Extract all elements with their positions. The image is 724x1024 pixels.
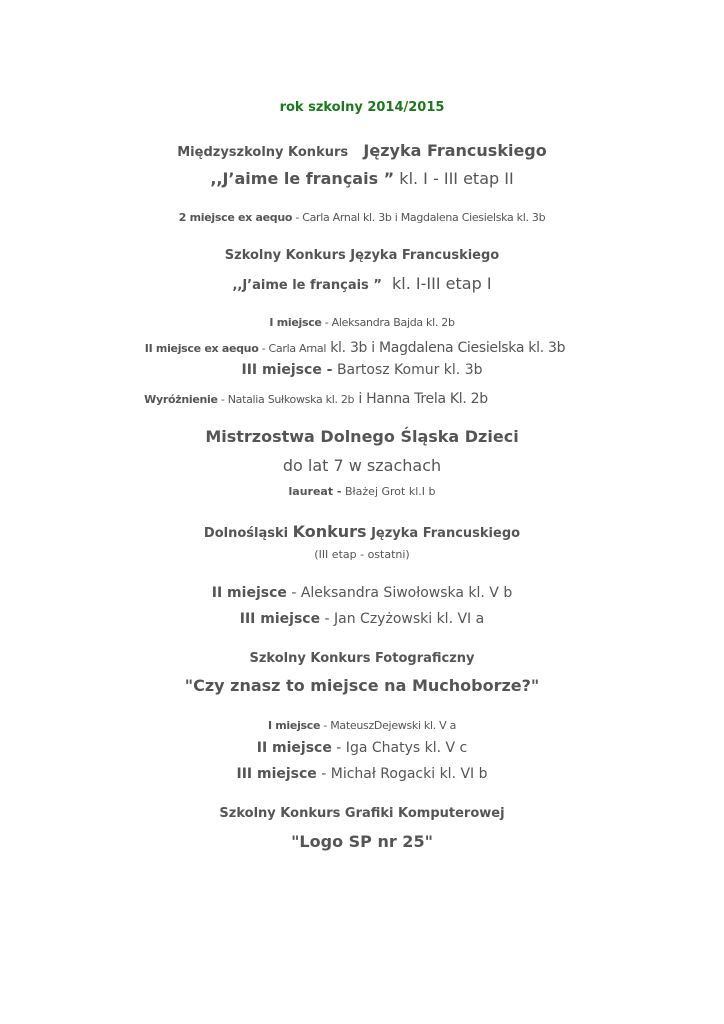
place-label: laureat -: [288, 485, 342, 498]
winner-names-small: - Natalia Sułkowska kl. 2b: [217, 393, 355, 406]
place-label: 2 miejsce ex aequo: [178, 211, 293, 224]
contest4-result-1: [0, 585, 724, 601]
winner-names: - Michał Rogacki kl. VI b: [316, 766, 488, 782]
place-label: II miejsce: [211, 585, 287, 601]
place-label: III miejsce: [239, 611, 321, 627]
contest1-title-small: Międzyszkolny Konkurs: [177, 145, 349, 160]
winner-names: - MateuszDejewski kl. V a: [320, 719, 457, 732]
winner-names: - Aleksandra Bajda kl. 2b: [321, 316, 455, 329]
contest5-result-3: [0, 766, 724, 782]
place-label: III miejsce: [236, 766, 317, 782]
contest2-result-2: [0, 337, 717, 356]
contest6-title: Szkolny Konkurs Grafiki Komputerowej: [219, 806, 505, 821]
contest4-title-pre: Dolnośląski: [203, 526, 293, 541]
contest6-subtitle: "Logo SP nr 25": [291, 832, 433, 851]
contest2-title: Szkolny Konkurs Języka Francuskiego: [224, 248, 500, 263]
contest2-result-3: [0, 362, 724, 378]
contest1-title-big: Języka Francuskiego: [363, 141, 547, 160]
contest1-result-1: [0, 211, 724, 224]
place-label: Wyróżnienie: [144, 393, 218, 406]
contest4-title-post: Języka Francuskiego: [366, 526, 521, 541]
contest1-subtitle: [0, 169, 724, 188]
contest4-stage: (III etap - ostatni): [314, 548, 410, 561]
place-label: II miejsce ex aequo: [144, 342, 259, 355]
winner-names: Błażej Grot kl.I b: [341, 485, 436, 498]
contest2-result-1: [0, 316, 724, 329]
contest4-title: [0, 522, 724, 541]
winner-names: - Aleksandra Siwołowska kl. V b: [286, 585, 513, 601]
contest3-subtitle: do lat 7 w szachach: [282, 456, 442, 475]
contest5-result-1: [0, 719, 724, 732]
place-label: I miejsce: [267, 719, 321, 732]
contest5-result-2: [0, 740, 724, 756]
winner-names-big: i Hanna Trela Kl. 2b: [354, 391, 488, 407]
winner-names: - Iga Chatys kl. V c: [331, 740, 468, 756]
winner-names: - Carla Arnal kl. 3b i Magdalena Ciesielska kl. 3b: [292, 211, 546, 224]
contest3-title: Mistrzostwa Dolnego Śląska Dzieci: [205, 427, 519, 446]
winner-names: - Jan Czyżowski kl. VI a: [320, 611, 485, 627]
winner-names-big: kl. 3b i Magdalena Ciesielska kl. 3b: [326, 340, 566, 356]
contest2-subtitle-rest: kl. I-III etap I: [392, 274, 492, 293]
contest2-subtitle: [0, 274, 724, 293]
contest4-result-2: [0, 611, 724, 627]
winner-names-small: - Carla Arnal: [258, 342, 327, 355]
contest1-subtitle-rest: kl. I - III etap II: [399, 169, 514, 188]
school-year: rok szkolny 2014/2015: [279, 100, 445, 115]
place-label: III miejsce -: [241, 362, 333, 378]
contest2-result-4: [0, 388, 678, 407]
contest3-result-1: [0, 485, 724, 498]
contest5-title: Szkolny Konkurs Fotograficzny: [249, 651, 475, 666]
contest2-subtitle-quote: ,,J’aime le français ”: [232, 278, 382, 293]
contest1-subtitle-quote: ,,J’aime le français ”: [210, 169, 395, 188]
place-label: I miejsce: [269, 316, 322, 329]
contest1-title: [0, 141, 724, 160]
place-label: II miejsce: [256, 740, 332, 756]
winner-names: Bartosz Komur kl. 3b: [332, 362, 483, 378]
contest4-title-big: Konkurs: [292, 522, 367, 541]
contest5-subtitle: "Czy znasz to miejsce na Muchoborze?": [184, 676, 540, 695]
